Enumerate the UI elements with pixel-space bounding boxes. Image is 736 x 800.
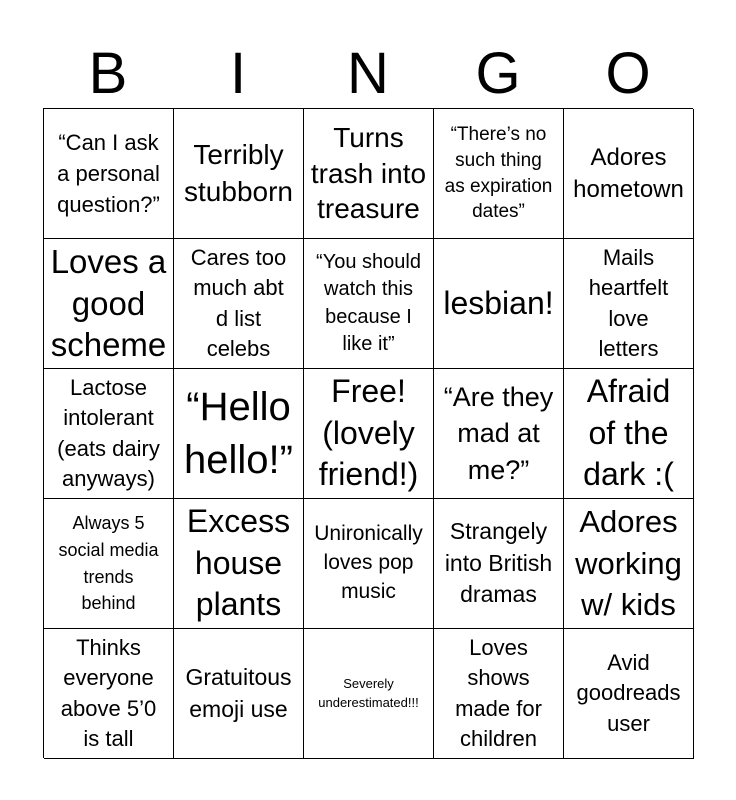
- bingo-header: [43, 40, 693, 108]
- cell-text: Thinks everyone above 5’0 is tall: [60, 634, 157, 751]
- cell-text: “There’s no such thing as expiration dates”: [444, 123, 553, 223]
- cell-text: Afraid of the dark :(: [583, 373, 674, 493]
- bingo-cell[interactable]: [174, 629, 304, 759]
- bingo-cell[interactable]: [304, 369, 434, 499]
- header-letter-i: I: [229, 41, 247, 106]
- cell-text: Lactose intolerant (eats dairy anyways): [57, 374, 160, 491]
- bingo-cell[interactable]: [564, 499, 694, 629]
- cell-text: lesbian!: [443, 285, 554, 322]
- bingo-cell[interactable]: [174, 499, 304, 629]
- bingo-cell[interactable]: [44, 369, 174, 499]
- bingo-cell[interactable]: [434, 109, 564, 239]
- bingo-cell[interactable]: [44, 629, 174, 759]
- cell-text: Loves a good scheme: [50, 242, 167, 364]
- bingo-cell[interactable]: [434, 369, 564, 499]
- cell-text: Loves shows made for children: [455, 634, 542, 751]
- bingo-cell[interactable]: [434, 499, 564, 629]
- bingo-cell[interactable]: [564, 109, 694, 239]
- bingo-cell free-space[interactable]: [304, 629, 434, 759]
- bingo-board: [43, 108, 693, 758]
- cell-text: “You should watch this because I like it”: [316, 251, 421, 355]
- cell-text: Excess house plants: [186, 503, 291, 623]
- cell-text: Strangely into British dramas: [444, 517, 553, 608]
- cell-text: Gratuitous emoji use: [185, 664, 292, 722]
- cell-text: “Are they mad at me?”: [443, 382, 554, 485]
- cell-text: “Hello hello!”: [184, 384, 293, 482]
- header-letter-g: G: [475, 41, 521, 106]
- bingo-cell[interactable]: [174, 239, 304, 369]
- cell-text: Terribly stubborn: [184, 139, 293, 207]
- cell-text: “Can I ask a personal question?”: [57, 129, 160, 218]
- cell-text: Avid goodreads user: [576, 649, 681, 736]
- bingo-cell[interactable]: [304, 109, 434, 239]
- header-letter-b: B: [88, 41, 128, 106]
- cell-text: Mails heartfelt love letters: [588, 244, 669, 361]
- cell-text: Severely underestimated!!!: [318, 675, 419, 710]
- bingo-cell[interactable]: [174, 369, 304, 499]
- cell-text: Adores working w/ kids: [575, 503, 682, 623]
- bingo-cell[interactable]: [44, 239, 174, 369]
- cell-text: Always 5 social media trends behind: [58, 513, 159, 614]
- bingo-cell[interactable]: [564, 369, 694, 499]
- bingo-cell[interactable]: [44, 109, 174, 239]
- bingo-cell[interactable]: [564, 239, 694, 369]
- cell-text: Unironically loves pop music: [314, 522, 423, 603]
- bingo-cell[interactable]: [304, 499, 434, 629]
- bingo-cell[interactable]: [174, 109, 304, 239]
- cell-text: Adores hometown: [573, 144, 684, 203]
- header-letter-o: O: [605, 41, 651, 106]
- bingo-cell[interactable]: [434, 629, 564, 759]
- cell-text: Cares too much abt d list celebs: [190, 244, 287, 361]
- bingo-cell[interactable]: [304, 239, 434, 369]
- cell-text: Turns trash into treasure: [310, 121, 427, 225]
- bingo-cell[interactable]: [564, 629, 694, 759]
- bingo-cell[interactable]: [434, 239, 564, 369]
- bingo-cell[interactable]: [44, 499, 174, 629]
- header-letter-n: N: [347, 41, 389, 106]
- cell-text: Free! (lovely friend!): [318, 373, 419, 493]
